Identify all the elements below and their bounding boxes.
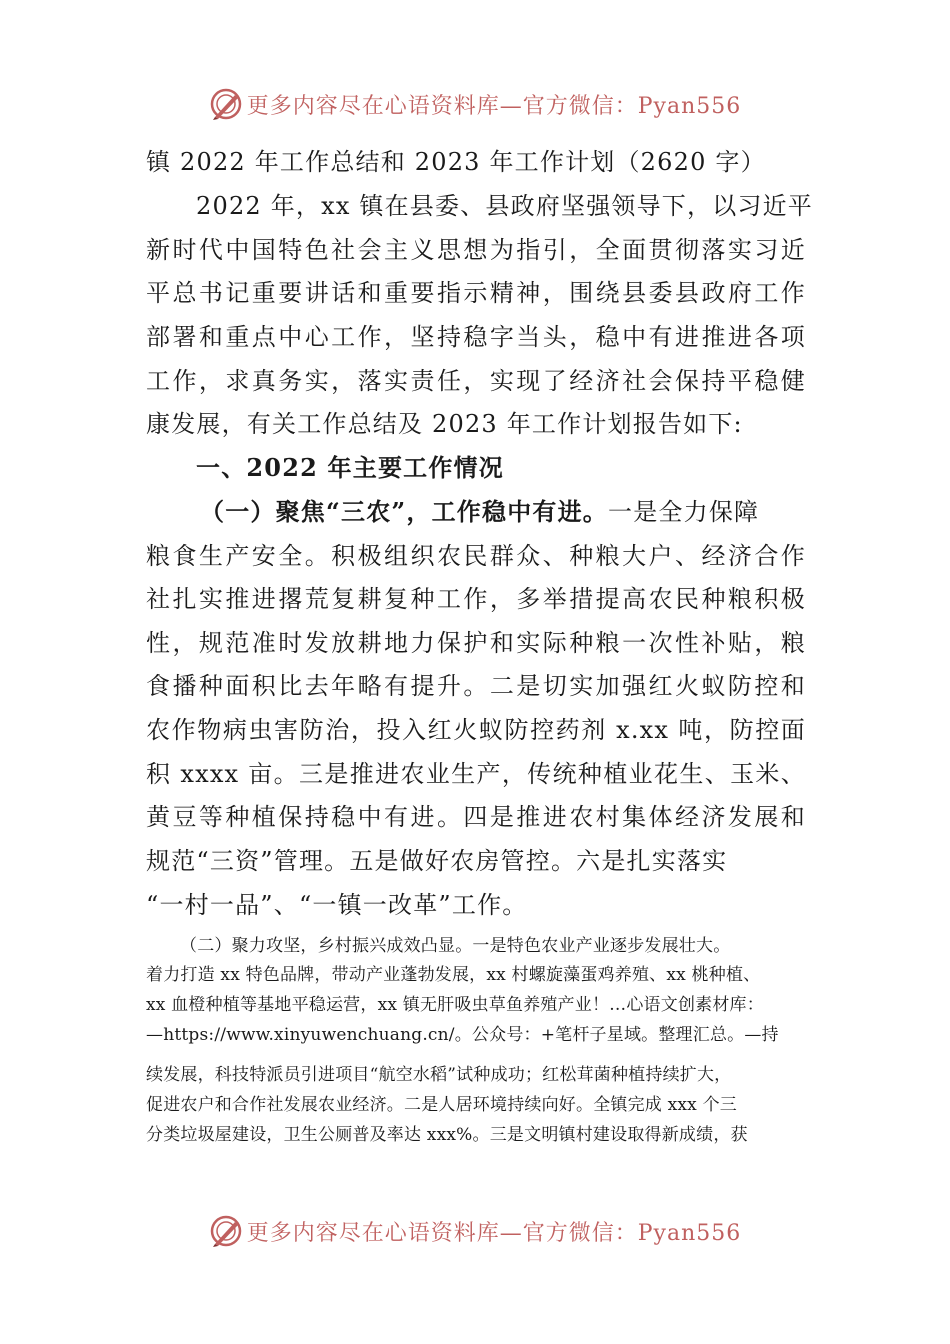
subsection-text: 一是全力保障 <box>608 498 760 526</box>
pen-circle-logo-icon <box>209 1214 243 1248</box>
paragraph-line: 规范“三资”管理。五是做好农房管控。六是扎实落实 <box>146 847 728 875</box>
small-paragraph-line: （二）聚力攻坚，乡村振兴成效凸显。一是特色农业产业逐步发展壮大。 <box>180 936 731 956</box>
paragraph-line: 黄豆等种植保持稳中有进。四是推进农村集体经济发展和 <box>146 803 806 831</box>
small-paragraph-line: 促进农户和合作社发展农业经济。二是人居环境持续向好。全镇完成 xxx 个三 <box>146 1095 737 1115</box>
paragraph-line: 粮食生产安全。积极组织农民群众、种粮大户、经济合作 <box>146 542 806 570</box>
paragraph-line: 性，规范准时发放耕地力保护和实际种粮一次性补贴，粮 <box>146 629 806 657</box>
small-paragraph-line: 分类垃圾屋建设，卫生公厕普及率达 xxx%。三是文明镇村建设取得新成绩，获 <box>146 1125 748 1145</box>
watermark-banner-bottom <box>0 1211 950 1251</box>
small-paragraph-line: 续发展，科技特派员引进项目“航空水稻”试种成功；红松茸菌种植持续扩大， <box>146 1065 732 1085</box>
intro-line: 2022 年，xx 镇在县委、县政府坚强领导下，以习近平 <box>196 192 814 220</box>
paragraph-line: 农作物病虫害防治，投入红火蚁防控药剂 x.xx 吨，防控面 <box>146 716 806 744</box>
document-title: 镇 2022 年工作总结和 2023 年工作计划（2620 字） <box>146 148 766 176</box>
paragraph-line: “一村一品”、“一镇一改革”工作。 <box>146 891 528 919</box>
subsection-heading: （一）聚焦“三农”，工作稳中有进。 <box>200 497 609 526</box>
intro-line: 新时代中国特色社会主义思想为指引，全面贯彻落实习近 <box>146 236 806 264</box>
watermark-text: 更多内容尽在心语资料库—官方微信：Pyan556 <box>246 1220 742 1246</box>
small-paragraph-line: xx 血橙种植等基地平稳运营，xx 镇无肝吸虫草鱼养殖产业！…心语文创素材库： <box>146 995 764 1015</box>
small-paragraph-line: —https://www.xinyuwenchuang.cn/。公众号：+笔杆子星域。整理汇总。—持 <box>146 1025 779 1045</box>
pen-circle-logo-icon <box>209 87 243 121</box>
intro-line: 康发展，有关工作总结及 2023 年工作计划报告如下: <box>146 410 743 438</box>
watermark-text: 更多内容尽在心语资料库—官方微信：Pyan556 <box>246 93 742 119</box>
paragraph-line: 食播种面积比去年略有提升。二是切实加强红火蚁防控和 <box>146 672 806 700</box>
paragraph-line: 社扎实推进撂荒复耕复种工作，多举措提高农民种粮积极 <box>146 585 806 613</box>
intro-line: 平总书记重要讲话和重要指示精神，围绕县委县政府工作 <box>146 279 806 307</box>
subsection-first-line <box>200 497 806 527</box>
intro-line: 工作，求真务实，落实责任，实现了经济社会保持平稳健 <box>146 367 806 395</box>
section-heading: 一、2022 年主要工作情况 <box>196 453 504 482</box>
intro-line: 部署和重点中心工作，坚持稳字当头，稳中有进推进各项 <box>146 323 806 351</box>
paragraph-line: 积 xxxx 亩。三是推进农业生产，传统种植业花生、玉米、 <box>146 760 806 788</box>
small-paragraph-line: 着力打造 xx 特色品牌，带动产业蓬勃发展，xx 村螺旋藻蛋鸡养殖、xx 桃种植、 <box>146 965 761 985</box>
watermark-banner-top <box>0 84 950 124</box>
